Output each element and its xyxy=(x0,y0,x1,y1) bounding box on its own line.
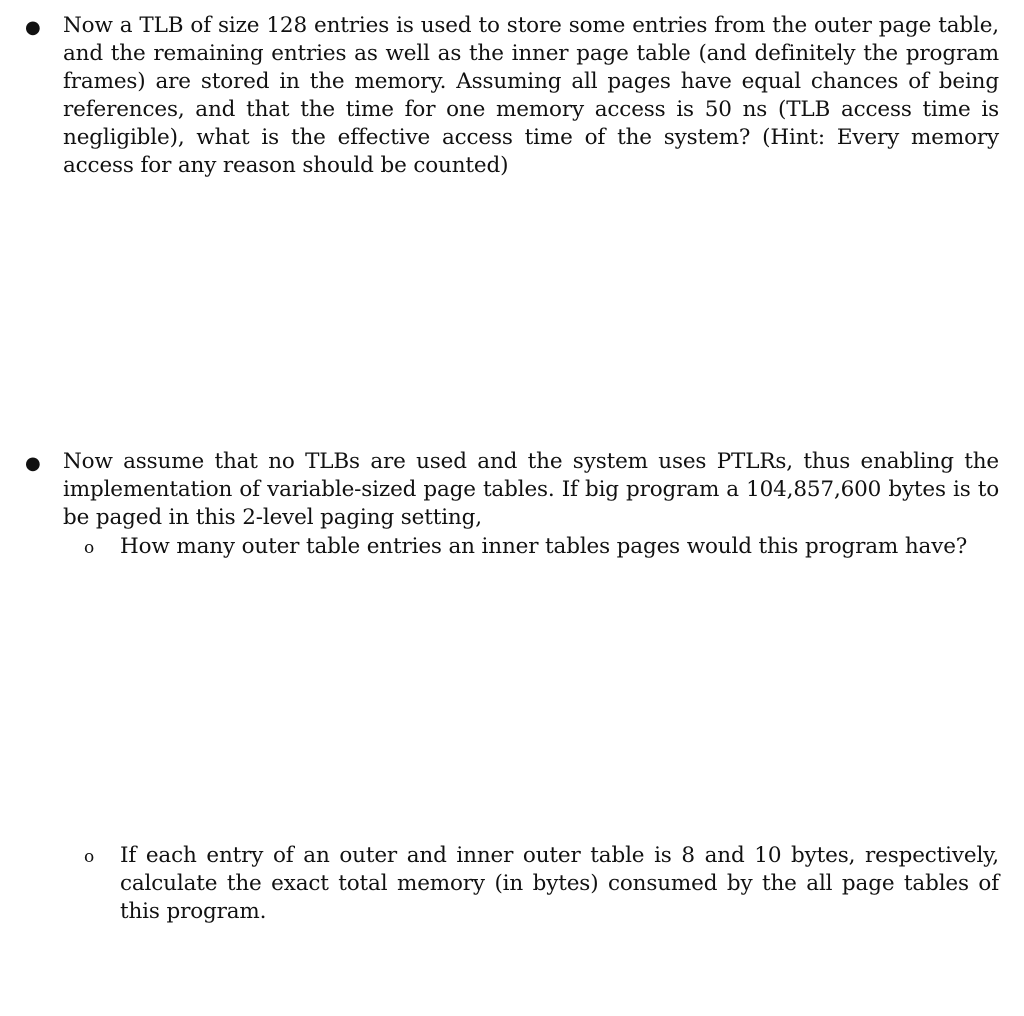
bullet-1: ● xyxy=(25,17,41,38)
sub-bullet-2a: o xyxy=(84,538,95,558)
question-text-2: Now assume that no TLBs are used and the system uses PTLRs, thus enabling the implementation of variable-sized page tables. If big program a 104,857,600 bytes is to be paged in this 2-level paging setting, xyxy=(63,449,999,530)
sub-question-text-2a: How many outer table entries an inner tables pages would this program have? xyxy=(120,534,968,559)
bullet-2: ● xyxy=(25,453,41,474)
sub-question-text-2b: If each entry of an outer and inner outer table is 8 and 10 bytes, respectively, calculate the exact total memory (in bytes) consumed by the all page tables of this program. xyxy=(120,843,999,924)
sub-bullet-2b: o xyxy=(84,847,95,867)
question-text-1: Now a TLB of size 128 entries is used to store some entries from the outer page table, and the remaining entries as well as the inner page table (and definitely the program frames) are stored in the memory. Assuming all pages have equal chances of being references, and that the time for one memory access is 50 ns (TLB access time is negligible), what is the effective access time of the system? (Hint: Every memory access for any reason should be counted) xyxy=(63,13,999,178)
